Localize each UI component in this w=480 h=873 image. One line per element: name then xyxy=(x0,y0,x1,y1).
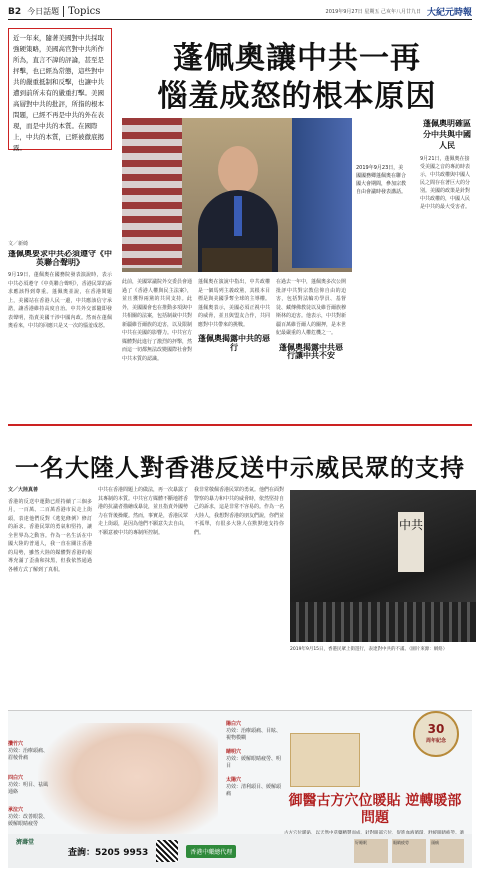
article-column-3 xyxy=(198,278,270,420)
lead-box xyxy=(8,28,112,150)
advertisement xyxy=(8,710,472,868)
blue-flag xyxy=(292,118,352,268)
photo-2-caption: 2019年9月15日，香港民眾上街遊行，表達對中共的不滿。（圖片來源：網絡） xyxy=(290,647,448,652)
us-flag xyxy=(122,118,182,268)
article-column-2 xyxy=(122,278,192,420)
headline-1-line-2: 惱羞成怒的根本原因 xyxy=(157,79,437,114)
issue-date: 2019年9月27日 星期五 己亥年八月廿九日 xyxy=(325,9,421,15)
photo-1-caption: 2019年9月23日，美國國務卿蓬佩奧在聯合國大會期間，參加宗教自由會議時發表講話。 xyxy=(356,165,407,195)
headline-1-line-1: 蓬佩奧讓中共一再 xyxy=(173,41,421,76)
podium xyxy=(202,248,272,272)
col4-text: 在過去一年中，蓬佩奧多次公開批評中共對宗教信仰自由的迫害，包括對法輪功學員、基督徒、藏傳佛教徒以及維吾爾族穆斯林的迫害。他表示，中共對新疆百萬維吾爾人的關押，是本世紀最嚴重的人權危機之一。 xyxy=(276,279,346,336)
article2-column-1 xyxy=(8,486,92,702)
ad-phone: 查詢：5205 9953 xyxy=(68,847,149,858)
topics-label: Topics xyxy=(63,6,100,17)
newspaper-brand: 大紀元時報 xyxy=(426,8,472,18)
acupoint-label-5: 四白穴 功效：明目、祛風通絡 xyxy=(8,775,49,795)
ad-model-face xyxy=(38,723,218,843)
article2-col2-text: 中共在香港問題上的做法，再一次暴露了其專制的本質。中共官方媒體不斷地將香港的抗議者描繪成暴徒，並且指責外國勢力在背後操縱。然而，事實是，香港民眾走上街頭，是因為他們不願意失去自由，不願意被中共的專制所控制。 xyxy=(98,487,188,536)
page-header xyxy=(8,4,472,20)
col3-subhead: 蓬佩奧揭露中共的惡行 xyxy=(198,334,270,352)
acupoint-label-2: 睛明穴 功效：緩解眼睛疲勞、明目 xyxy=(226,749,282,769)
article-column-4 xyxy=(276,278,346,420)
lead-text: 近一年來，隨著美國對中共採取強硬策略，美國高官對中共所作所為，直言不諱的評論，甚至是抨擊，也已經為常態，這些對中共的嚴重抵制和反擊，也讓中共遭到前所未有的嚴重打擊。美國高層對中共的批評，所指的根本問題，已經不再是中共的外在表現，而是中共的本質。在國際上，中共的本質，已經被徹底揭露。 xyxy=(13,34,104,152)
col2-text: 此前，美國眾議院外交委員會通過了《香港人權與民主法案》，並且獲得兩黨的共同支持。此外，美國國會也在推動多項與中共相關的法案，包括制裁中共對新疆維吾爾族的迫害，以及限制中共在美國的影響力。中共官方媒體對此進行了激烈的抨擊，然而這一切都無法改變國際社會對中共本質的認識。 xyxy=(122,279,192,362)
acupoint-label-6: 承泣穴 功效：改善眼袋、緩解眼睛疲勞 xyxy=(8,807,49,827)
article2-column-2 xyxy=(98,486,188,702)
col3-text: 蓬佩奧在演說中指出，中共政權是一個馬列主義政黨，其根本目標是與美國爭奪全球的主導權。蓬佩奧表示，美國必須正視中共的威脅，並且與盟友合作，共同應對中共帶來的挑戰。 xyxy=(198,279,270,328)
thumbnail-2: 眼睛疲勞 xyxy=(392,839,426,863)
col1-subhead: 蓬佩奧要求中共必須遵守《中英聯合聲明》 xyxy=(8,250,112,267)
section-divider xyxy=(8,424,472,426)
anniversary-seal: 30 周年紀念 xyxy=(413,711,459,757)
article2-column-3 xyxy=(194,486,284,702)
ad-footer xyxy=(8,834,472,868)
article2-col1-text: 香港的反送中運動已經持續了三個多月，一百萬、二百萬香港市民走上街頭，表達他們反對《逃犯條例》修訂的訴求。香港民眾的勇氣和堅持，讓全世界為之動容。作為一名生活在中國大陸的普通人，我一直在關注香港的局勢，雖然大陸的媒體對香港的報導充滿了歪曲和抹黑，但我依然通過各種方式了解到了真相。 xyxy=(8,498,92,573)
qr-code-icon[interactable] xyxy=(156,840,178,862)
ad-thumbnails xyxy=(354,839,464,863)
section-name: 今日話題 xyxy=(27,7,60,16)
right-subhead: 蓬佩奧明確區分中共與中國人民 xyxy=(423,119,471,150)
acupoint-label-1: 陽白穴 功效：治療頭痛、目眩、視物模糊 xyxy=(226,721,282,741)
crowd xyxy=(290,602,476,642)
author-byline: 文／新綺 xyxy=(8,241,29,247)
acupoint-label-3: 太陽穴 功效：清利頭目、緩解頭痛 xyxy=(226,777,282,797)
right-column-text: 9月21日，蓬佩奧在接受美國之音的專訪時表示，中共政權與中國人民之間存在著巨大的分別。美國的政策是針對中共政權的，中國人民是中共的最大受害者。 xyxy=(420,156,471,210)
acupoint-label-4: 攢竹穴 功效：治療頭痛、眉棱骨痛 xyxy=(8,741,49,761)
col4-subhead: 蓬佩奧揭露中共惡行讓中共不安 xyxy=(279,342,343,360)
author-2-byline: 文／大陸真善 xyxy=(8,487,39,493)
right-column xyxy=(420,118,474,211)
thumbnail-3: 頭痛 xyxy=(430,839,464,863)
col1-text: 9月19日，蓬佩奧在國務院發表演說時，表示中共必須遵守《中英聯合聲明》，香港民眾的訴求應該得到尊重。蓬佩奧並說，在香港問題上，美國站在香港人民一邊，中共應該信守承諾，讓香港維持高度自治。中共外交部隨即發表聲明，指責美國干涉中國內政。然而在蓬佩奧看來，中共的回應只是又一次的惱羞成怒。 xyxy=(8,272,112,329)
article2-col3-text: 我非常敬佩香港民眾的勇氣。他們在面對警察的暴力和中共的威脅時，依然堅持自己的訴求，這是非常不容易的。作為一名大陸人，我想對香港的朋友們說，你們並不孤單，有很多大陸人在默默地支持你們。 xyxy=(194,487,284,536)
product-box xyxy=(290,733,360,787)
ad-brand-logo: 濟壽堂 xyxy=(16,839,35,846)
photo-pompeo xyxy=(122,118,352,272)
photo-hong-kong-protest xyxy=(290,490,476,642)
headline-1 xyxy=(122,40,472,116)
ad-title: 御醫古方穴位暖貼 逆轉暖部問題 xyxy=(288,793,462,826)
article-column-1 xyxy=(8,250,112,420)
page-number: B2 xyxy=(8,6,22,17)
protest-sign: 中共 xyxy=(398,512,424,572)
headline-2: 一名大陸人對香港反送中示威民眾的支持 xyxy=(15,453,465,482)
thumbnail-1: 好睡眠 xyxy=(354,839,388,863)
ad-distributor-label: 香港中藥總代理 xyxy=(186,845,236,858)
